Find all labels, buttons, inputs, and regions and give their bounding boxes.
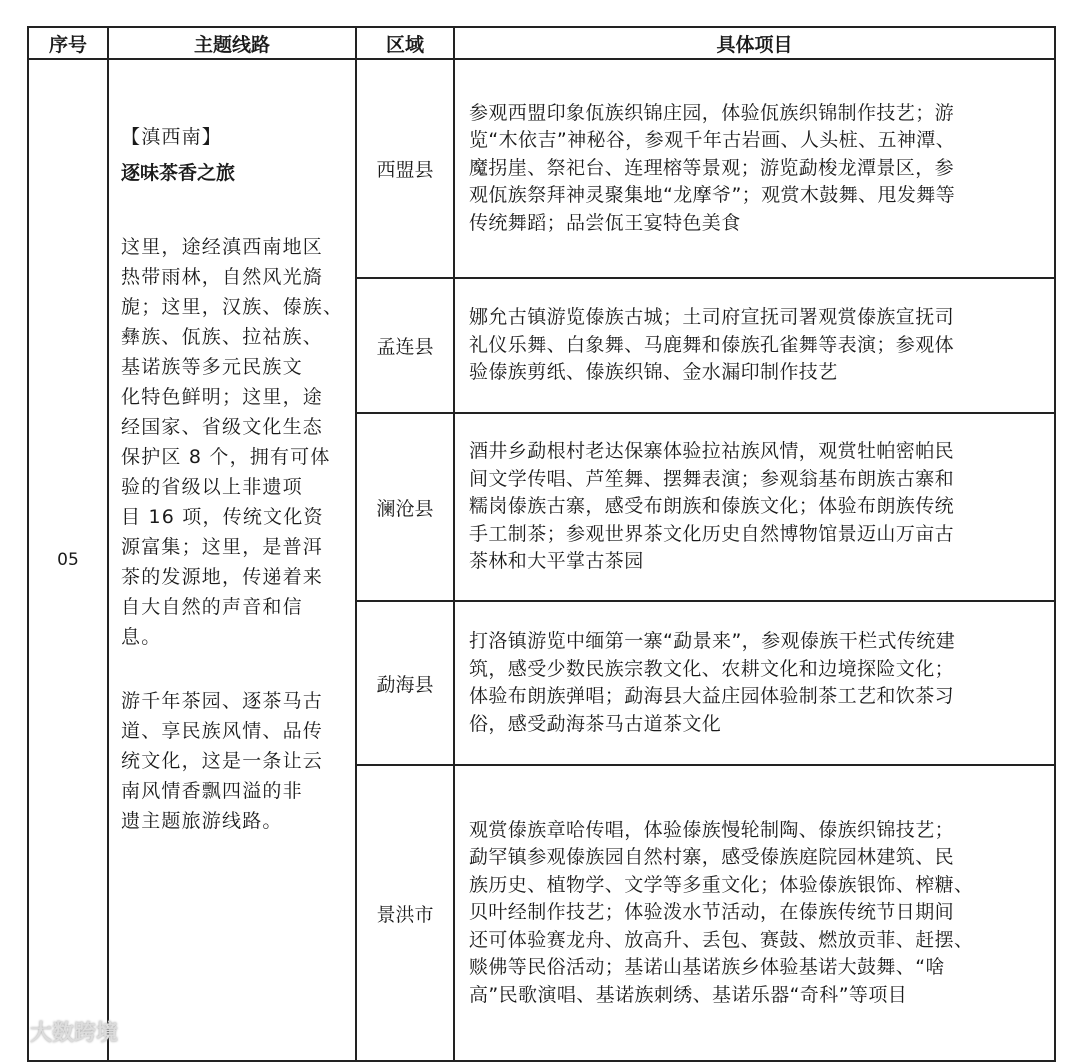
text-line: 参观西盟印象佤族织锦庄园，体验佤族织锦制作技艺；游 bbox=[469, 101, 955, 124]
text-line: 手工制茶；参观世界茶文化历史自然博物馆景迈山万亩古 bbox=[469, 522, 955, 545]
header-region: 区域 bbox=[356, 27, 454, 59]
text-line: 传统舞蹈；品尝佤王宴特色美食 bbox=[469, 211, 741, 234]
text-line: 热带雨林，自然风光旖 bbox=[121, 266, 324, 288]
text-line: 南风情香飘四溢的非 bbox=[121, 780, 303, 802]
details-cell bbox=[454, 59, 1055, 278]
text-line: 间文学传唱、芦笙舞、摆舞表演；参观翁基布朗族古寨和 bbox=[469, 467, 955, 490]
details-cell bbox=[454, 765, 1055, 1061]
text-line: 览“木依吉”神秘谷，参观千年古岩画、人头桩、五神潭、 bbox=[469, 129, 956, 152]
route-description bbox=[121, 232, 347, 652]
text-line: 遗主题旅游线路。 bbox=[121, 810, 283, 832]
text-line: 打洛镇游览中缅第一寨“勐景来”，参观傣族干栏式传统建 bbox=[469, 630, 956, 652]
route-area: 【滇西南】 bbox=[121, 126, 223, 148]
text-line: 族历史、植物学、文学等多重文化；体验傣族银饰、榨糖、 bbox=[469, 873, 974, 896]
header-theme: 主题线路 bbox=[108, 27, 356, 59]
text-line: 高”民歌演唱、基诺族刺绣、基诺乐器“奇科”等项目 bbox=[469, 983, 908, 1006]
text-line: 赕佛等民俗活动；基诺山基诺族乡体验基诺大鼓舞、“啥 bbox=[469, 956, 945, 979]
header-details: 具体项目 bbox=[454, 27, 1055, 59]
text-line: 统文化，这是一条让云 bbox=[121, 750, 324, 772]
details-cell bbox=[454, 278, 1055, 413]
watermark: 大数跨境 bbox=[30, 1021, 119, 1046]
text-line: 游千年茶园、逐茶马古 bbox=[121, 690, 324, 712]
text-line: 糯岗傣族古寨，感受布朗族和傣族文化；体验布朗族传统 bbox=[469, 495, 955, 518]
text-line: 基诺族等多元民族文 bbox=[121, 356, 303, 378]
text-line: 茶的发源地，传递着来 bbox=[121, 566, 324, 588]
text-line: 源富集；这里，是普洱 bbox=[121, 536, 324, 558]
region-cell: 孟连县 bbox=[356, 278, 454, 413]
heritage-route-table bbox=[27, 26, 1056, 1062]
text-line: 旎；这里，汉族、傣族、 bbox=[121, 296, 344, 318]
route-title: 逐味茶香之旅 bbox=[121, 162, 236, 184]
route-theme bbox=[108, 59, 356, 1061]
route-summary bbox=[121, 686, 347, 836]
table-row bbox=[28, 59, 1055, 278]
text-line: 这里，途经滇西南地区 bbox=[121, 236, 324, 258]
text-line: 息。 bbox=[121, 626, 162, 648]
text-line: 体验布朗族弹唱；勐海县大益庄园体验制茶工艺和饮茶习 bbox=[469, 685, 955, 707]
region-cell: 景洪市 bbox=[356, 765, 454, 1061]
route-number: 05 bbox=[28, 59, 108, 1061]
region-cell: 勐海县 bbox=[356, 601, 454, 765]
details-cell bbox=[454, 601, 1055, 765]
text-line: 勐罕镇参观傣族园自然村寨，感受傣族庭院园林建筑、民 bbox=[469, 846, 955, 869]
text-line: 道、享民族风情、品传 bbox=[121, 720, 324, 742]
region-cell: 澜沧县 bbox=[356, 413, 454, 601]
text-line: 彝族、佤族、拉祜族、 bbox=[121, 326, 324, 348]
region-cell: 西盟县 bbox=[356, 59, 454, 278]
text-line: 俗，感受勐海茶马古道茶文化 bbox=[469, 712, 722, 735]
details-cell bbox=[454, 413, 1055, 601]
text-line: 贝叶经制作技艺；体验泼水节活动，在傣族传统节日期间 bbox=[469, 901, 955, 924]
text-line: 自大自然的声音和信 bbox=[121, 596, 303, 618]
text-line: 还可体验赛龙舟、放高升、丢包、赛鼓、燃放贡菲、赶摆、 bbox=[469, 928, 974, 951]
text-line: 筑，感受少数民族宗教文化、农耕文化和边境探险文化； bbox=[469, 657, 955, 680]
text-line: 经国家、省级文化生态 bbox=[121, 416, 324, 438]
text-line: 验的省级以上非遗项 bbox=[121, 476, 303, 498]
text-line: 魔拐崖、祭祀台、连理榕等景观；游览勐梭龙潭景区，参 bbox=[469, 156, 955, 179]
text-line: 观赏傣族章哈传唱，体验傣族慢轮制陶、傣族织锦技艺； bbox=[469, 818, 955, 841]
text-line: 保护区 8 个，拥有可体 bbox=[121, 446, 331, 468]
text-line: 观佤族祭拜神灵聚集地“龙摩爷”；观赏木鼓舞、甩发舞等 bbox=[469, 184, 956, 207]
header-number: 序号 bbox=[28, 27, 108, 59]
text-line: 验傣族剪纸、傣族织锦、金水漏印制作技艺 bbox=[469, 361, 838, 384]
text-line: 茶林和大平掌古茶园 bbox=[469, 550, 644, 573]
text-line: 娜允古镇游览傣族古城；土司府宣抚司署观赏傣族宣抚司 bbox=[469, 306, 955, 329]
text-line: 目 16 项，传统文化资 bbox=[121, 506, 324, 528]
text-line: 酒井乡勐根村老达保寨体验拉祜族风情，观赏牡帕密帕民 bbox=[469, 440, 955, 463]
header-row bbox=[28, 27, 1055, 59]
text-line: 礼仪乐舞、白象舞、马鹿舞和傣族孔雀舞等表演；参观体 bbox=[469, 333, 955, 356]
text-line: 化特色鲜明；这里，途 bbox=[121, 386, 324, 408]
